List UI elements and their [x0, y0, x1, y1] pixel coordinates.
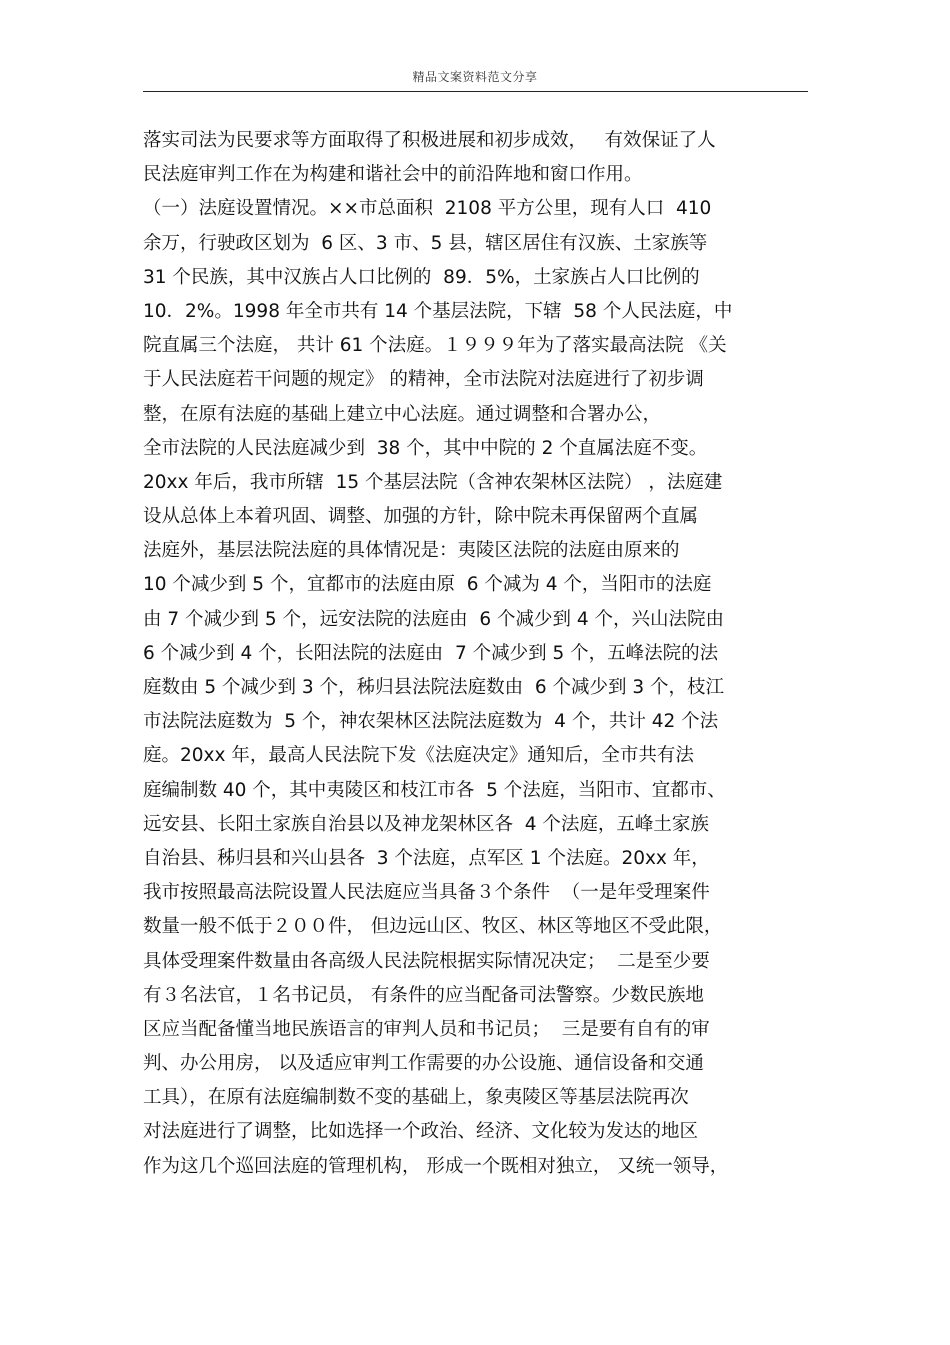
text-line: 整，在原有法庭的基础上建立中心法庭。通过调整和合署办公，: [143, 403, 662, 425]
text-line: 我市按照最高法院设置人民法庭应当具备３个条件 （一是年受理案件: [143, 882, 710, 904]
text-line: 对法庭进行了调整，比如选择一个政治、经济、文化较为发达的地区: [143, 1121, 699, 1143]
text-line: 于人民法庭若干问题的规定》 的精神，全市法院对法庭进行了初步调: [143, 369, 704, 391]
text-line: 工具），在原有法庭编制数不变的基础上，象夷陵区等基层法院再次: [143, 1087, 689, 1109]
text-line: 区应当配备懂当地民族语言的审判人员和书记员； 三是要有自有的审: [143, 1018, 710, 1040]
text-line: 自治县、秭归县和兴山县各 3 个法庭，点军区 1 个法庭。20xx 年，: [143, 847, 710, 869]
text-line: 院直属三个法庭， 共计 61 个法庭。１９９９年为了落实最高法院 《关: [143, 335, 727, 357]
text-line: 作为这几个巡回法庭的管理机构， 形成一个既相对独立， 又统一领导，: [143, 1155, 729, 1177]
text-line: 庭数由 5 个减少到 3 个，秭归县法院法庭数由 6 个减少到 3 个，枝江: [143, 677, 725, 698]
text-line: 判、办公用房， 以及适应审判工作需要的办公设施、通信设备和交通: [143, 1053, 704, 1075]
text-line: 全市法院的人民法庭减少到 38 个，其中中院的 2 个直属法庭不变。: [143, 437, 708, 459]
text-line: 10 个减少到 5 个，宜都市的法庭由原 6 个减为 4 个，当阳市的法庭: [143, 574, 712, 596]
text-line: 6 个减少到 4 个，长阳法院的法庭由 7 个减少到 5 个，五峰法院的法: [143, 642, 719, 664]
text-line: 庭编制数 40 个，其中夷陵区和枝江市各 5 个法庭，当阳市、宜都市、: [143, 779, 726, 801]
text-line: 20xx 年后，我市所辖 15 个基层法院（含神农架林区法院） ，法庭建: [143, 471, 723, 493]
text-line: 民法庭审判工作在为构建和谐社会中的前沿阵地和窗口作用。: [143, 164, 643, 186]
text-line: 落实司法为民要求等方面取得了积极进展和初步成效， 有效保证了人: [143, 130, 716, 151]
document-body: [143, 124, 823, 1184]
text-line: 具体受理案件数量由各高级人民法院根据实际情况决定； 二是至少要: [143, 950, 710, 972]
text-line: 由 7 个减少到 5 个，远安法院的法庭由 6 个减少到 4 个，兴山法院由: [143, 608, 725, 630]
text-line: （一）法庭设置情况。××市总面积 2108 平方公里，现有人口 410: [143, 198, 712, 220]
text-line: 市法院法庭数为 5 个，神农架林区法院法庭数为 4 个，共计 42 个法: [143, 711, 719, 733]
text-line: 远安县、长阳土家族自治县以及神龙架林区各 4 个法庭，五峰土家族: [143, 813, 709, 835]
text-line: 数量一般不低于２００件， 但边远山区、牧区、林区等地区不受此限，: [143, 916, 723, 938]
text-line: 10．2%。1998 年全市共有 14 个基层法院，下辖 58 个人民法庭，中: [143, 300, 733, 322]
text-line: 余万，行驶政区划为 6 区、3 市、5 县，辖区居住有汉族、土家族等: [143, 232, 708, 254]
text-line: 设从总体上本着巩固、调整、加强的方针，除中院未再保留两个直属: [143, 506, 699, 528]
text-line: 31 个民族，其中汉族占人口比例的 89．5%，土家族占人口比例的: [143, 266, 700, 288]
text-line: 庭。20xx 年，最高人民法院下发《法庭决定》通知后，全市共有法: [143, 745, 694, 767]
page-header-title: 精品文案资料范文分享: [412, 70, 538, 84]
text-line: 法庭外，基层法院法庭的具体情况是：夷陵区法院的法庭由原来的: [143, 540, 680, 562]
header-divider: [143, 91, 808, 92]
text-line: 有３名法官，１名书记员， 有条件的应当配备司法警察。少数民族地: [143, 984, 704, 1006]
